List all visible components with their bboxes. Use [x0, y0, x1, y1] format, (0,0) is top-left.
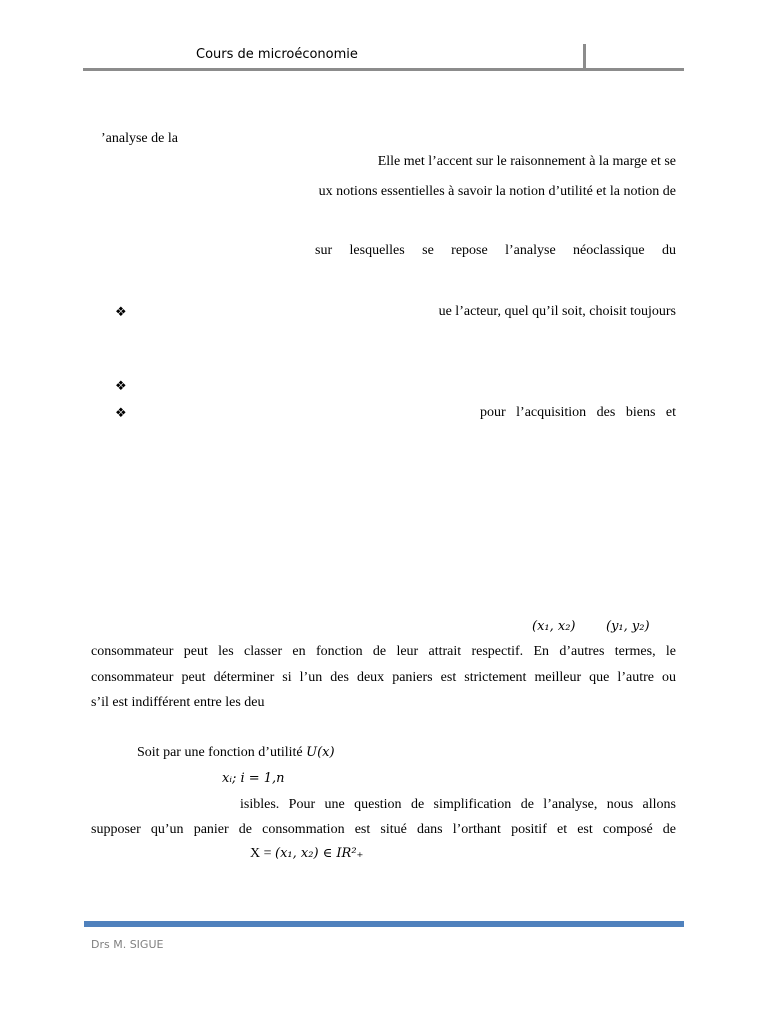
utility-math: U(x): [306, 745, 335, 760]
bullet-line-3: pour l’acquisition des biens et: [480, 405, 676, 420]
math-basket-y: (y₁, y₂): [606, 619, 650, 634]
basket-definition: [250, 846, 363, 862]
paragraph-line-1: consommateur peut les classer en fonction de leur attrait respectif. En d’autres termes, le: [91, 644, 676, 659]
text-line-1: ’analyse de la: [101, 131, 178, 146]
bullet-icon: ❖: [115, 405, 127, 420]
text-line-3: ux notions essentielles à savoir la notion d’utilité et la notion de: [318, 184, 676, 199]
basket-label: X =: [250, 846, 276, 861]
math-basket-x: (x₁, x₂): [532, 619, 576, 634]
math-index: xᵢ; i = 1,n: [222, 771, 285, 786]
bullet-icon: ❖: [115, 378, 127, 393]
paragraph-line-2: consommateur peut déterminer si l’un des deux paniers est strictement meilleur que l’autre ou: [91, 670, 676, 685]
utility-line: [137, 745, 335, 761]
header-tick: [583, 44, 586, 71]
footer-rule: [84, 921, 684, 927]
header-title: Cours de microéconomie: [196, 47, 358, 62]
paragraph-line-4: isibles. Pour une question de simplification de l’analyse, nous allons: [240, 797, 676, 812]
text-line-2: Elle met l’accent sur le raisonnement à la marge et se: [377, 154, 676, 169]
basket-math: (x₁, x₂) ∈ IR²₊: [275, 846, 364, 861]
paragraph-line-3: s’il est indifférent entre les deu: [91, 695, 265, 710]
header-rule: [83, 68, 684, 71]
bullet-line-1: ue l’acteur, quel qu’il soit, choisit toujours: [438, 304, 676, 319]
bullet-icon: ❖: [115, 304, 127, 319]
utility-text: Soit par une fonction d’utilité: [137, 745, 307, 760]
paragraph-line-5: supposer qu’un panier de consommation est situé dans l’orthant positif et est composé de: [91, 822, 676, 837]
footer-author: Drs M. SIGUE: [91, 938, 164, 951]
text-line-4: sur lesquelles se repose l’analyse néoclassique du: [315, 243, 676, 258]
